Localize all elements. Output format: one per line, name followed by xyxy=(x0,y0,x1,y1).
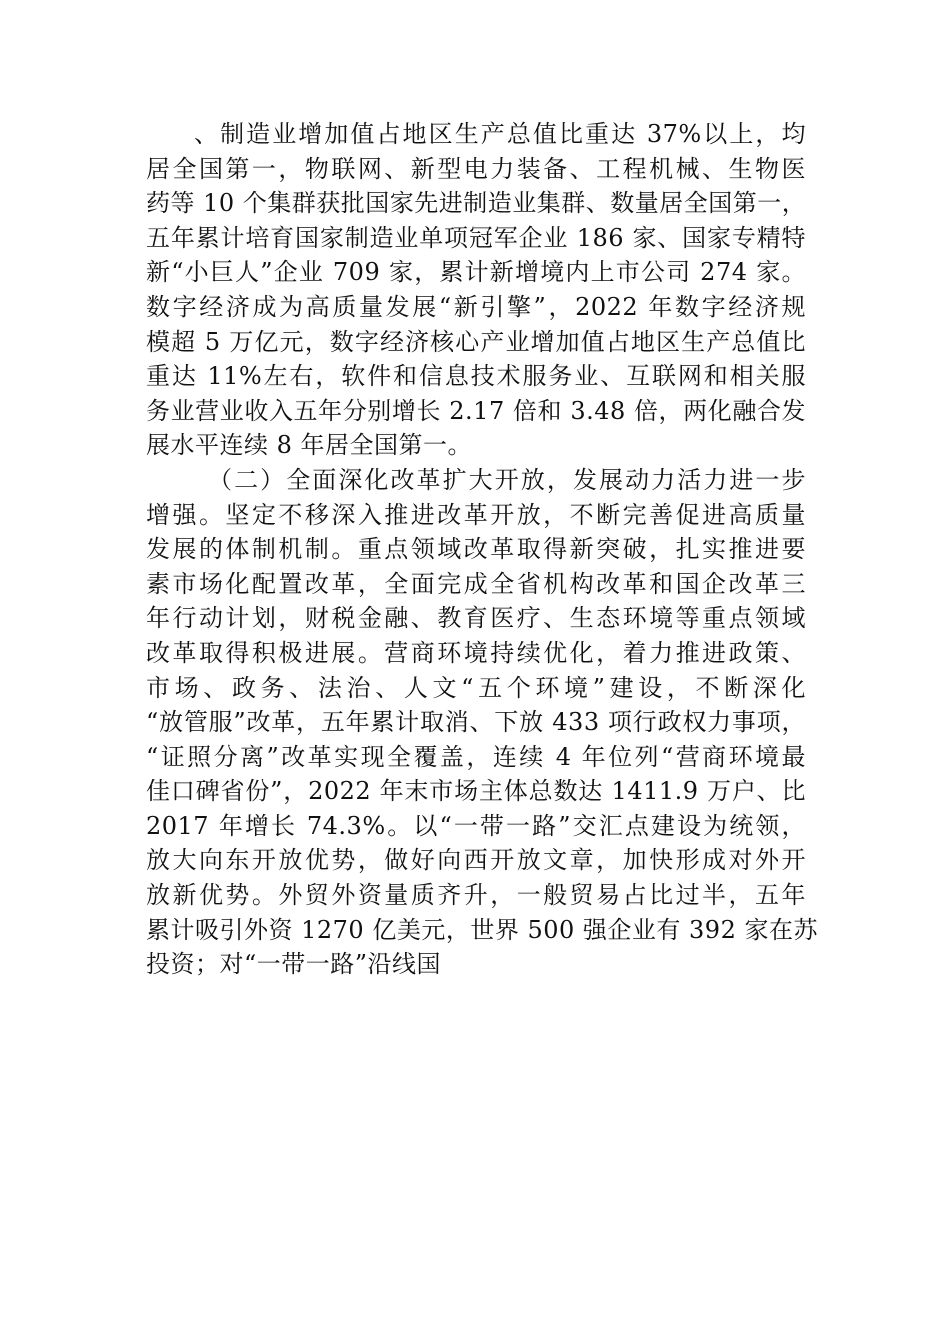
text-line: 五年累计培育国家制造业单项冠军企业 186 家、国家专精特 xyxy=(146,223,806,252)
text-line: 务业营业收入五年分别增长 2.17 倍和 3.48 倍，两化融合发 xyxy=(146,396,806,425)
text-line: 放大向东开放优势，做好向西开放文章，加快形成对外开 xyxy=(146,846,806,875)
text-line: 展水平连续 8 年居全国第一。 xyxy=(146,431,473,460)
paragraph-reform-opening-up xyxy=(146,463,818,982)
text-line: 累计吸引外资 1270 亿美元，世界 500 强企业有 392 家在苏 xyxy=(146,915,818,944)
text-line: 重达 11%左右，软件和信息技术服务业、互联网和相关服 xyxy=(146,362,806,391)
text-line: 模超 5 万亿元，数字经济核心产业增加值占地区生产总值比 xyxy=(146,327,806,356)
text-line: 市场、政务、法治、人文“五个环境”建设，不断深化 xyxy=(146,673,806,702)
text-line: 、制造业增加值占地区生产总值比重达 37%以上，均 xyxy=(194,120,806,148)
text-line: 居全国第一，物联网、新型电力装备、工程机械、生物医 xyxy=(146,154,806,183)
text-line: 药等 10 个集群获批国家先进制造业集群、数量居全国第一， xyxy=(146,189,807,218)
text-line: 年行动计划，财税金融、教育医疗、生态环境等重点领域 xyxy=(146,604,806,633)
text-line: 增强。坚定不移深入推进改革开放，不断完善促进高质量 xyxy=(146,500,806,529)
text-line: 新“小巨人”企业 709 家，累计新增境内上市公司 274 家。 xyxy=(146,258,806,287)
text-line: “证照分离”改革实现全覆盖，连续 4 年位列“营商环境最 xyxy=(146,742,806,771)
text-line: 发展的体制机制。重点领域改革取得新突破，扎实推进要 xyxy=(146,535,806,564)
text-line: 数字经济成为高质量发展“新引擎”，2022 年数字经济规 xyxy=(146,292,806,321)
text-line: 素市场化配置改革，全面完成全省机构改革和国企改革三 xyxy=(146,569,806,598)
text-line: 佳口碑省份”，2022 年末市场主体总数达 1411.9 万户、比 xyxy=(146,777,806,806)
text-line: 改革取得积极进展。营商环境持续优化，着力推进政策、 xyxy=(146,638,806,667)
paragraph-manufacturing-digital-economy xyxy=(146,117,806,463)
body-text xyxy=(146,117,818,982)
section-heading-line: （二）全面深化改革扩大开放，发展动力活力进一步 xyxy=(208,465,806,494)
text-line: 放新优势。外贸外资量质齐升，一般贸易占比过半，五年 xyxy=(146,881,806,910)
text-line: “放管服”改革，五年累计取消、下放 433 项行政权力事项， xyxy=(146,708,806,737)
text-line: 2017 年增长 74.3%。以“一带一路”交汇点建设为统领， xyxy=(146,811,806,840)
text-line: 投资；对“一带一路”沿线国 xyxy=(146,950,442,979)
